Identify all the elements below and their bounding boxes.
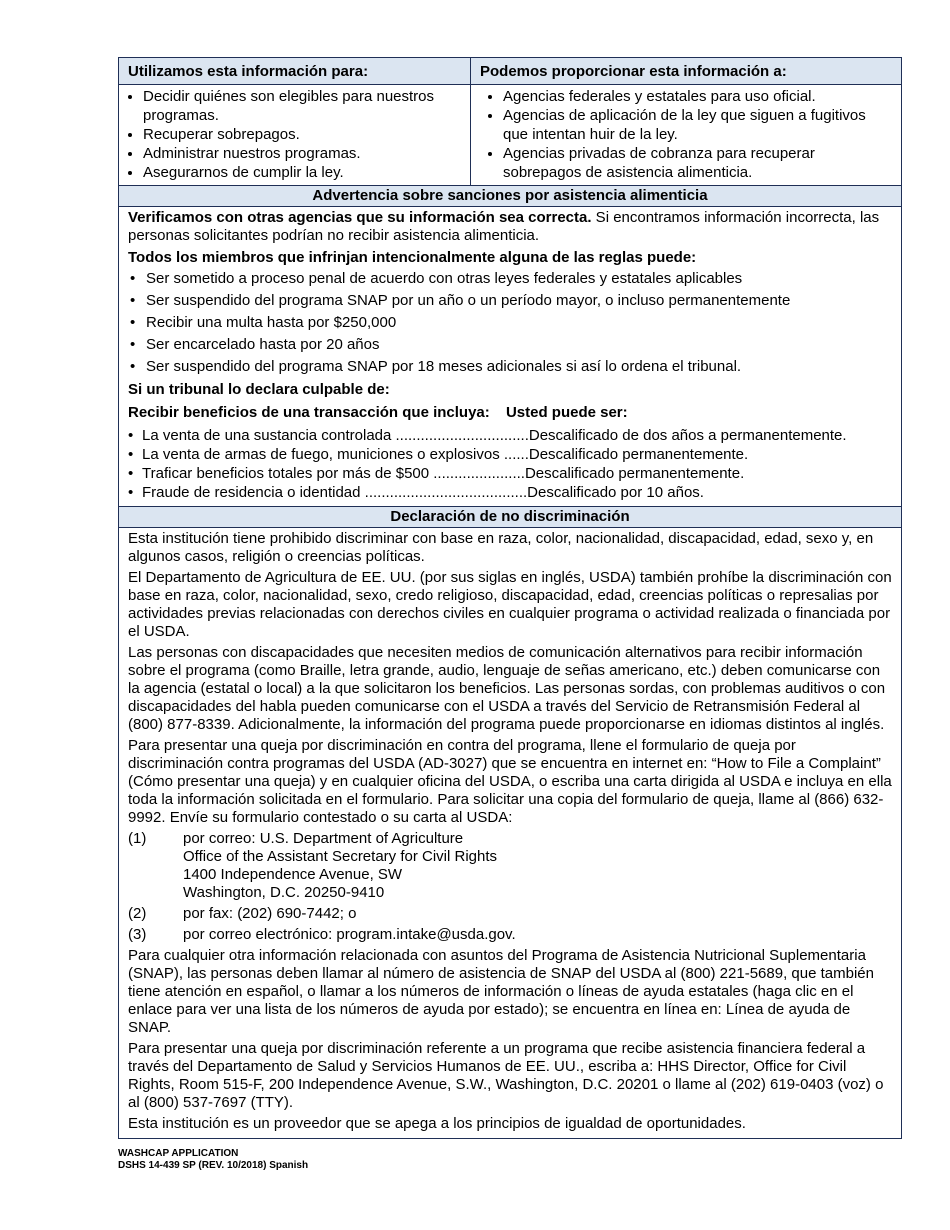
penalty-item: • Recibir una multa hasta por $250,000 [128,312,892,334]
penalty-list [128,268,892,378]
share-list-item: • Agencias federales y estatales para uso oficial. [503,87,893,106]
outcome-heading: Usted puede ser: [505,404,628,421]
disqualification-item: • La venta de armas de fuego, municiones o explosivos ......Descalificado permanentemente. [128,445,892,464]
address-line: Office of the Assistant Secretary for Civil Rights [183,848,498,865]
information-use-table [119,58,901,186]
form-footer [118,1148,308,1172]
use-list-item: • Asegurarnos de cumplir la ley. [143,163,462,182]
mail-address [183,830,497,902]
nondiscrimination-section [119,528,901,1138]
penalty-item: • Ser suspendido del programa SNAP por 18 meses adicionales si así lo ordena el tribunal. [128,356,892,378]
complaint-paragraph: Para presentar una queja por discriminación en contra del programa, llene el formulario de queja por discriminación contra programas del USDA (AD-3027) que se encuentra en internet en: “How to File a Complaint” (Cómo presentar una queja) y en cualquier oficina del USDA, o escriba una carta dirigida al USDA e incluya en ella toda la información solicitada en el formulario. Para solicitar una copia del formulario de queja, llame al (866) 632-9992. Envíe su formulario contestado o su carta al USDA: [128,737,892,826]
share-list-item: • Agencias de aplicación de la ley que siguen a fugitivos que intentan huir de la ley. [503,106,893,144]
address-line: Washington, D.C. 20250-9410 [183,884,385,901]
contact-item-mail [128,830,892,902]
snap-info-paragraph: Para cualquier otra información relacionada con asuntos del Programa de Asistencia Nutricional Suplementaria (SNAP), las personas deben llamar al número de asistencia de SNAP del USDA al (800) 221-5689, que también tiene atención en español, o llamar a los números de información o líneas de ayuda estatales (haga clic en el enlace para ver una lista de los números de ayuda por estado); se encuentra en línea en: Línea de ayuda de SNAP. [128,947,874,1036]
share-column-header: Podemos proporcionar esta información a: [471,58,901,85]
disqualification-item: • Traficar beneficios totales por más de $500 ......................Descalificado permanentemente. [128,464,892,483]
share-list [471,85,901,185]
form-page [118,57,902,1139]
contact-item-email [128,926,892,944]
footer-form-number: DSHS 14-439 SP (REV. 10/2018) Spanish [118,1160,309,1171]
contact-list [128,830,892,944]
address-line: 1400 Independence Avenue, SW [183,866,403,883]
disqualification-list [128,426,892,502]
nondiscrimination-title: Declaración de no discriminación [119,506,901,528]
warning-section-title: Advertencia sobre sanciones por asistencia alimenticia [119,186,901,207]
transaction-heading: Recibir beneficios de una transacción que incluya: [128,404,490,421]
penalty-item: • Ser sometido a proceso penal de acuerdo con otras leyes federales y estatales aplicables [128,268,892,290]
use-column [119,58,471,185]
nondiscrimination-paragraph: Esta institución tiene prohibido discriminar con base en raza, color, nacionalidad, discapacidad, edad, sexo y, en algunos casos, religión o creencias políticas. [128,530,874,565]
transaction-heading-row [128,403,892,423]
use-list-item: • Administrar nuestros programas. [143,144,462,163]
verification-paragraph [128,209,892,245]
court-heading: Si un tribunal lo declara culpable de: [128,381,390,398]
address-line: por correo: U.S. Department of Agriculture [183,830,464,847]
usda-paragraph: El Departamento de Agricultura de EE. UU. (por sus siglas en inglés, USDA) también prohíbe la discriminación con base en raza, color, nacionalidad, sexo, credo religioso, discapacidad, edad, creencias políticas o represalias por actividades previas relacionadas con derechos civiles en cualquier programa o actividad realizada o financiada por el USDA. [128,569,892,640]
warning-section [119,207,901,506]
email-line: por correo electrónico: program.intake@usda.gov. [183,926,516,943]
use-list-item: • Recuperar sobrepagos. [143,125,462,144]
accessibility-paragraph: Las personas con discapacidades que necesiten medios de comunicación alternativos para recibir información sobre el programa (como Braille, letra grande, audio, lenguaje de señas americano, etc.) deben comunicarse con la agencia (estatal o local) a la que solicitaron los beneficios. Las personas sordas, con problemas auditivos o con discapacidades del habla pueden comunicarse con el USDA a través del Servicio de Retransmisión Federal al (800) 877-8339. Adicionalmente, la información del programa puede proporcionarse en idiomas distintos al inglés. [128,644,886,733]
fax-line: por fax: (202) 690-7442; o [183,905,357,922]
verification-text: Si encontramos información incorrecta, las personas solicitantes podrían no recibir asistencia alimenticia. [128,209,880,244]
share-list-item: • Agencias privadas de cobranza para recuperar sobrepagos de asistencia alimenticia. [503,144,893,182]
use-list-item: • Decidir quiénes son elegibles para nuestros programas. [143,87,462,125]
share-column [471,58,901,185]
contact-number: (3) [128,926,147,943]
verification-bold-text: Verificamos con otras agencias que su información sea correcta. [128,209,592,226]
form-box [118,57,902,1139]
equal-opportunity-paragraph: Esta institución es un proveedor que se apega a los principios de igualdad de oportunidades. [128,1115,746,1132]
disqualification-item: • Fraude de residencia o identidad .......................................Descalificado por 10 años. [128,483,892,502]
use-column-header: Utilizamos esta información para: [119,58,470,85]
hhs-paragraph: Para presentar una queja por discriminación referente a un programa que recibe asistencia financiera federal a través del Departamento de Salud y Servicios Humanos de EE. UU., escriba a: HHS Director, Office for Civil Rights, Room 515-F, 200 Independence Avenue, S.W., Washington, D.C. 20201 o llame al (202) 619-0403 (voz) o al (800) 537-7697 (TTY). [128,1040,884,1111]
contact-number: (2) [128,905,147,922]
penalty-item: • Ser encarcelado hasta por 20 años [128,334,892,356]
penalty-item: • Ser suspendido del programa SNAP por un año o un período mayor, o incluso permanentemente [128,290,892,312]
contact-item-fax [128,905,892,923]
footer-form-name: WASHCAP APPLICATION [118,1148,239,1159]
use-list [119,85,470,185]
contact-number: (1) [128,830,147,847]
members-heading: Todos los miembros que infrinjan intencionalmente alguna de las reglas puede: [128,249,697,266]
disqualification-item: • La venta de una sustancia controlada ................................Descalificado de dos años a permanentemente. [128,426,892,445]
